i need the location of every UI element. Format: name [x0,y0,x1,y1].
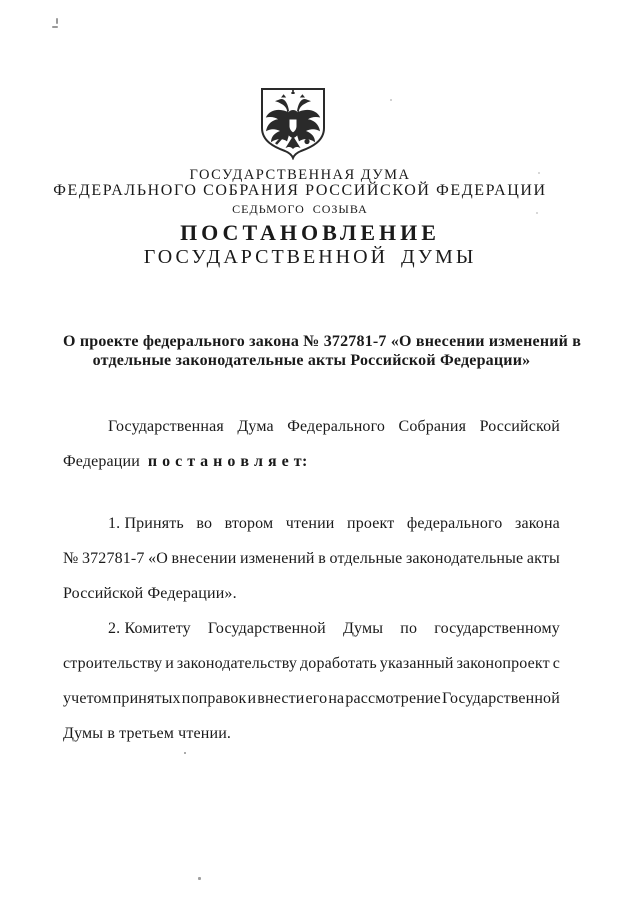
document-title [63,332,582,370]
org-name-line1: ГОСУДАРСТВЕННАЯ ДУМА [189,167,411,183]
item1-line3: Российской Федерации». [63,585,237,602]
scan-speckle [184,752,186,754]
document-org-heading: ГОСУДАРСТВЕННОЙ ДУМЫ [143,246,477,268]
preamble-line1: Государственная Дума Федерального Собрания Российской [108,418,560,435]
scan-speckle [52,26,58,28]
document-title-line2: отдельные законодательные акты Российской Федерации» [92,352,531,369]
scan-speckle [198,877,201,880]
item2-line4: Думы в третьем чтении. [63,725,232,742]
item2-line2: строительству и законодательству доработать указанный законопроект с [63,655,560,672]
org-convocation: СЕДЬМОГО СОЗЫВА [232,202,368,216]
item1-line1: 1. Принять во втором чтении проект федерального закона [108,515,560,532]
resolves-emphasis: п о с т а н о в л я е т: [147,453,308,470]
item1-line2: № 372781-7 «О внесении изменений в отдельные законодательные акты [63,550,560,567]
org-name-line2: ФЕДЕРАЛЬНОГО СОБРАНИЯ РОССИЙСКОЙ ФЕДЕРАЦИИ [53,182,547,199]
coat-of-arms-icon [255,86,331,160]
preamble-line2 [63,444,560,479]
item2-line1: 2. Комитету Государственной Думы по государственному [108,620,560,637]
preamble-line2-text: Федерации [63,453,140,470]
document-title-line1: О проекте федерального закона № 372781-7 «О внесении изменений в [63,333,582,350]
scan-speckle [56,18,58,24]
document-type-heading: ПОСТАНОВЛЕНИЕ [180,220,440,245]
document-body [63,409,560,751]
item2-line3: учетом принятых поправок и внести его на рассмотрение Государственной [63,690,560,707]
scan-speckle [390,99,392,101]
